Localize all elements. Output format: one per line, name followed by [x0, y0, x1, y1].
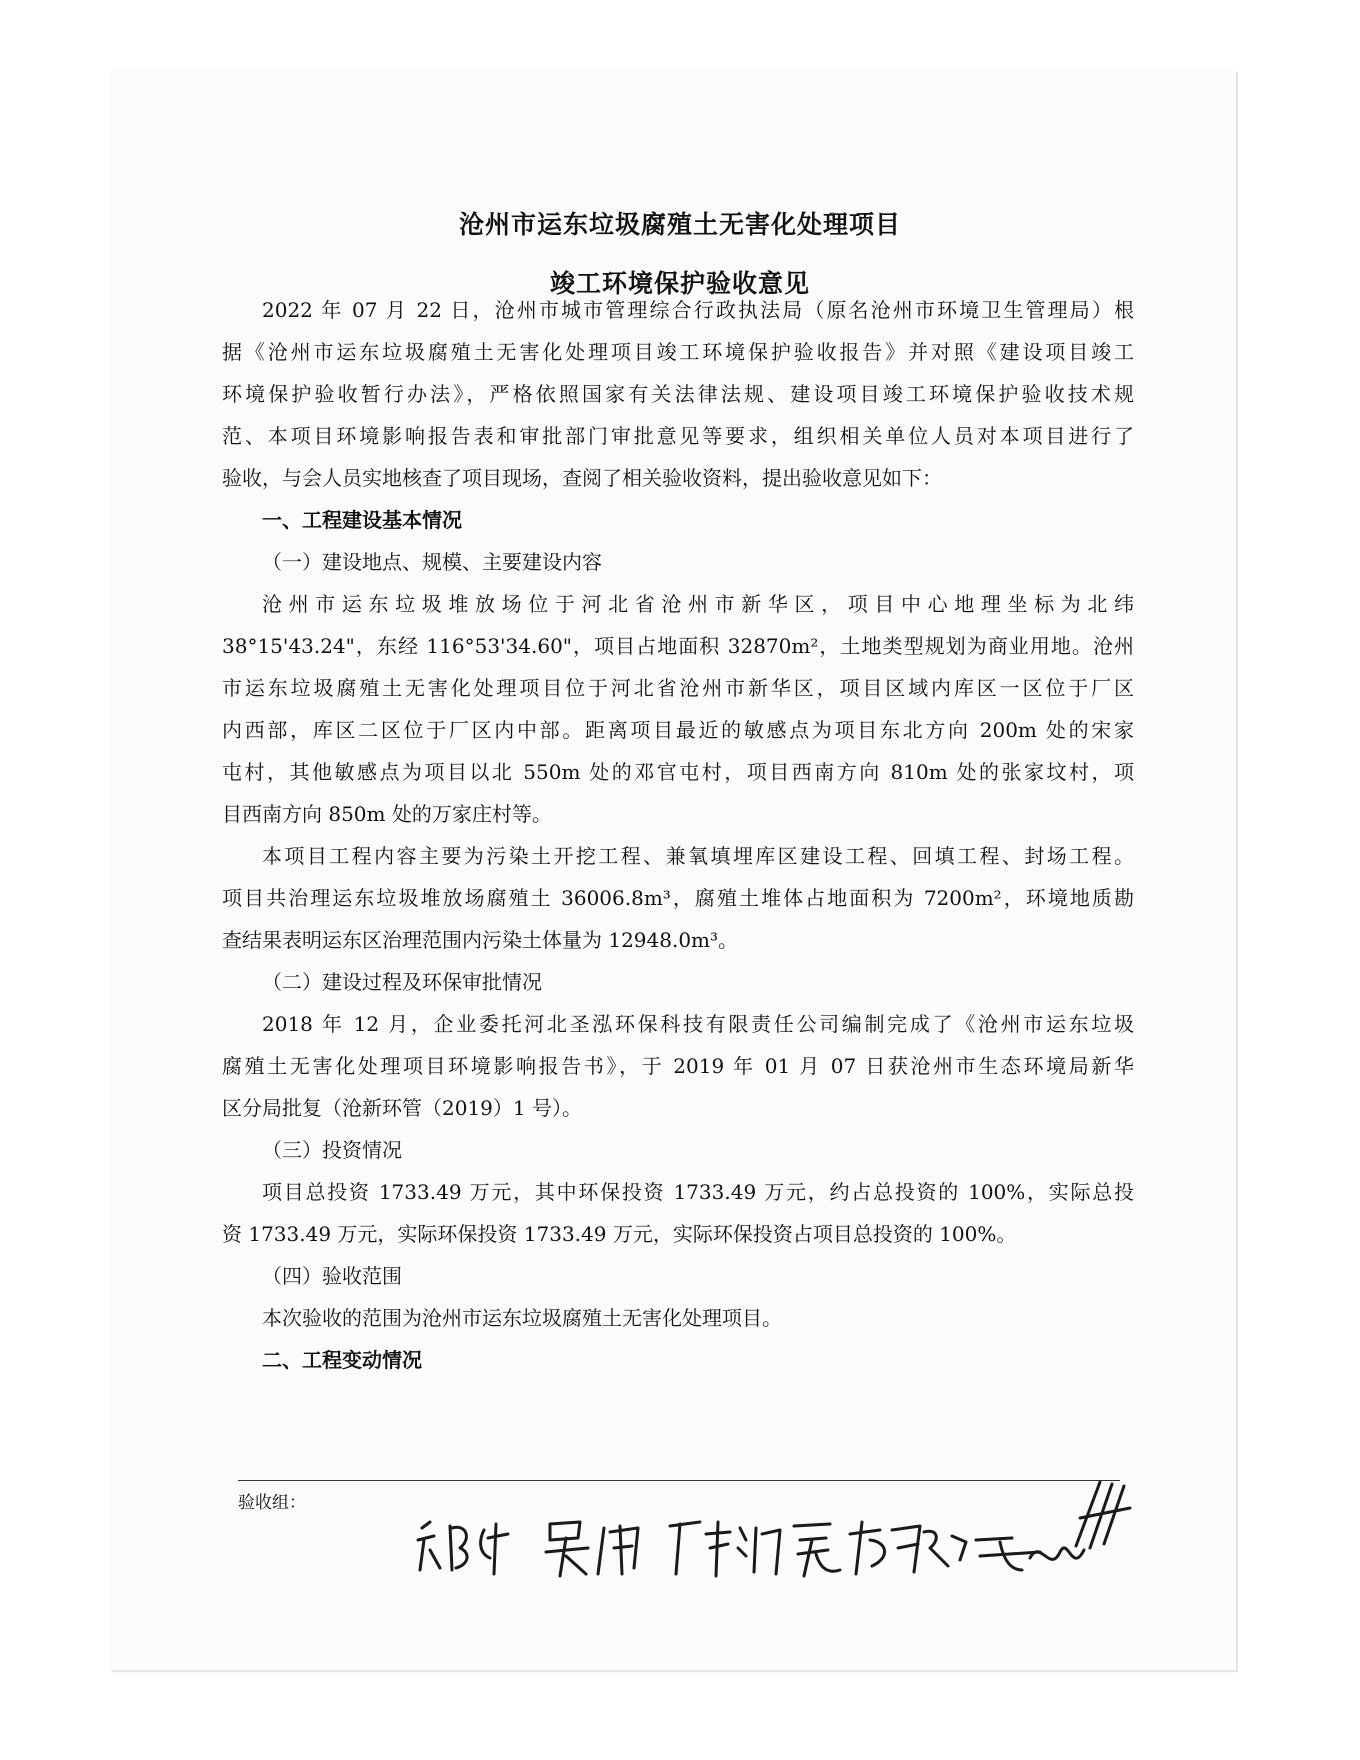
sub2-line-3: 区分局批复（沧新环管（2019）1 号）。 — [222, 1096, 582, 1120]
section1-sub3-heading: （三）投资情况 — [262, 1138, 402, 1162]
intro-line-5: 验收，与会人员实地核查了项目现场，查阅了相关验收资料，提出验收意见如下： — [222, 466, 942, 490]
sub1-p1-line-3: 市运东垃圾腐殖土无害化处理项目位于河北省沧州市新华区，项目区域内库区一区位于厂区 — [222, 676, 1134, 700]
document-title-line1: 沧州市运东垃圾腐殖土无害化处理项目 — [458, 210, 901, 239]
sub3-line-2: 资 1733.49 万元，实际环保投资 1733.49 万元，实际环保投资占项目总投资的 100%。 — [222, 1222, 1017, 1246]
sub1-p1-line-4: 内西部，库区二区位于厂区内中部。距离项目最近的敏感点为项目东北方向 200m 处的宋家 — [222, 718, 1134, 742]
sub1-p2-line-1: 本项目工程内容主要为污染土开挖工程、兼氧填埋库区建设工程、回填工程、封场工程。 — [262, 844, 1134, 868]
acceptance-group-label: 验收组： — [238, 1493, 306, 1513]
signature-2 — [546, 1522, 638, 1576]
page-edge-bottom — [112, 1670, 1238, 1672]
sub1-p2-line-3: 查结果表明运东区治理范围内污染土体量为 12948.0m³。 — [222, 928, 739, 952]
section1-heading: 一、工程建设基本情况 — [262, 508, 462, 532]
intro-line-3: 环境保护验收暂行办法》，严格依照国家有关法律法规、建设项目竣工环境保护验收技术规 — [222, 382, 1134, 406]
sub1-p1-line-5: 屯村，其他敏感点为项目以北 550m 处的邓官屯村，项目西南方向 810m 处的张家坟村，项 — [222, 760, 1134, 784]
sub2-line-2: 腐殖土无害化处理项目环境影响报告书》，于 2019 年 01 月 07 日获沧州市生态环境局新华 — [222, 1054, 1134, 1078]
intro-line-1: 2022 年 07 月 22 日，沧州市城市管理综合行政执法局（原名沧州市环境卫生管理局）根 — [262, 298, 1134, 322]
section2-heading: 二、工程变动情况 — [262, 1348, 422, 1372]
sub2-line-1: 2018 年 12 月，企业委托河北圣泓环保科技有限责任公司编制完成了《沧州市运东垃圾 — [262, 1012, 1134, 1036]
signature-3 — [670, 1522, 840, 1576]
sub1-p1-line-2: 38°15'43.24"，东经 116°53'34.60"，项目占地面积 32870m²，土地类型规划为商业用地。沧州 — [222, 634, 1134, 658]
signature-5 — [976, 1482, 1130, 1570]
sub1-p1-line-1: 沧州市运东垃圾堆放场位于河北省沧州市新华区，项目中心地理坐标为北纬 — [262, 592, 1134, 616]
sub3-line-1: 项目总投资 1733.49 万元，其中环保投资 1733.49 万元，约占总投资的 100%，实际总投 — [262, 1180, 1134, 1204]
signature-1 — [418, 1522, 508, 1574]
page-edge-right — [1236, 72, 1238, 1672]
section1-sub2-heading: （二）建设过程及环保审批情况 — [262, 970, 542, 994]
intro-line-4: 范、本项目环境影响报告表和审批部门审批意见等要求，组织相关单位人员对本项目进行了 — [222, 424, 1134, 448]
section1-sub1-heading: （一）建设地点、规模、主要建设内容 — [262, 550, 602, 574]
sub4-line-1: 本次验收的范围为沧州市运东垃圾腐殖土无害化处理项目。 — [262, 1306, 782, 1330]
section1-sub4-heading: （四）验收范围 — [262, 1264, 402, 1288]
sub1-p1-line-6: 目西南方向 850m 处的万家庄村等。 — [222, 802, 552, 826]
intro-line-2: 据《沧州市运东垃圾腐殖土无害化处理项目竣工环境保护验收报告》并对照《建设项目竣工 — [222, 340, 1134, 364]
signature-4 — [850, 1522, 966, 1574]
sub1-p2-line-2: 项目共治理运东垃圾堆放场腐殖土 36006.8m³，腐殖土堆体占地面积为 7200m²，环境地质勘 — [222, 886, 1134, 910]
handwritten-signatures — [400, 1478, 1200, 1598]
document-title-line2: 竣工环境保护验收意见 — [549, 269, 810, 298]
